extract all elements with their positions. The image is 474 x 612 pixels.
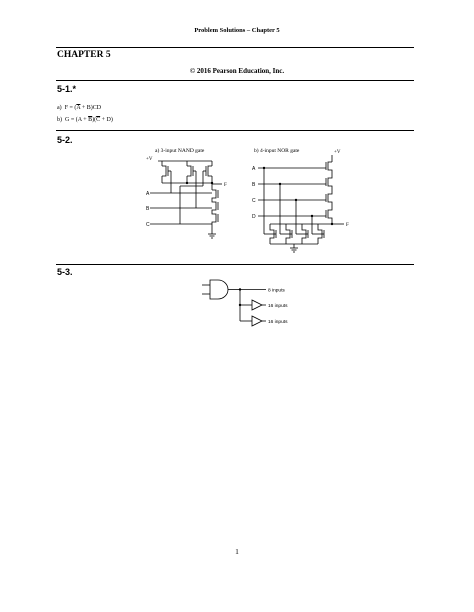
overline-c: $\overline{C}$ <box>96 117 101 123</box>
equation-b-label: b) <box>57 117 62 123</box>
buffer-1-symbol <box>252 300 262 310</box>
section-5-3-number: 5-3. <box>57 267 73 277</box>
nor-input-c: C <box>252 198 256 204</box>
nand-input-a: A <box>146 191 150 197</box>
nor-input-d: D <box>252 214 256 220</box>
branch-label-1: 8 inputs <box>268 288 285 294</box>
equation-b: b) $G = (A + \overline{B})(\overline{C} + D)$ <box>57 117 113 123</box>
equation-a-label: a) <box>57 105 62 111</box>
overline-a: $\overline{A}$ <box>76 105 81 111</box>
and-gate-symbol <box>210 280 228 299</box>
running-header: Problem Solutions – Chapter 5 <box>194 27 280 34</box>
nor-output-label: F <box>346 223 349 228</box>
overline-b: $\overline{B}$ <box>88 117 93 123</box>
copyright-line: © 2016 Pearson Education, Inc. <box>189 67 285 75</box>
nor-input-b: B <box>252 182 256 188</box>
branch-label-2: 16 inputs <box>268 304 288 309</box>
nor-input-a: A <box>252 166 256 172</box>
nand-output-label: F <box>224 183 227 188</box>
nand-input-c: C <box>146 222 150 228</box>
nor-caption: b) 4-input NOR gate <box>254 148 300 154</box>
branch-label-3: 16 inputs <box>268 320 288 325</box>
section-5-2-number: 5-2. <box>57 135 73 145</box>
buffer-2-symbol <box>252 316 262 326</box>
section-5-1-number: 5-1.* <box>57 84 77 94</box>
chapter-title: CHAPTER 5 <box>57 50 111 60</box>
nand-input-b: B <box>146 206 150 212</box>
page-number: 1 <box>235 547 239 556</box>
equation-a: a) $F = (\overline{A} + B)CD$ <box>57 105 102 111</box>
nor-vplus-label: +V <box>334 150 341 155</box>
nand-caption: a) 3-input NAND gate <box>155 148 205 154</box>
nand-vplus-label: +V <box>146 157 153 162</box>
